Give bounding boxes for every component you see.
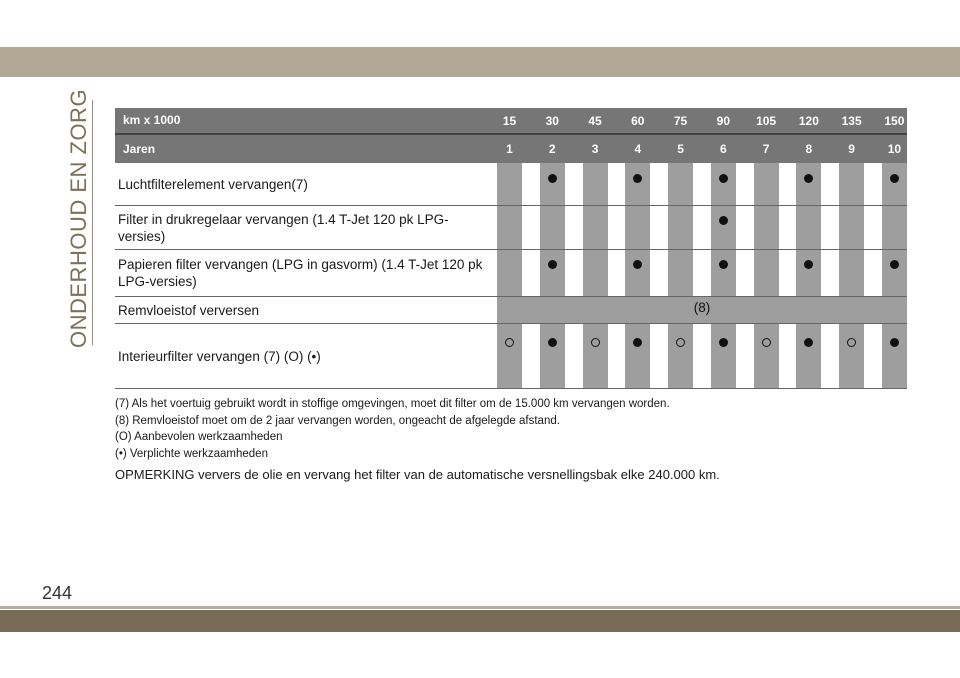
schedule-cell: [882, 206, 907, 249]
mandatory-dot-icon: [890, 260, 899, 269]
schedule-cell: [711, 206, 736, 249]
row-label: Papieren filter vervangen (LPG in gasvorm) (1.4 T-Jet 120 pk LPG-versies): [118, 257, 483, 289]
mandatory-dot-icon: [890, 174, 899, 183]
maintenance-schedule-table: [115, 108, 907, 389]
header-year-cell: 2: [540, 135, 565, 163]
footnote-8: (8) Remvloeistof moet om de 2 jaar vervangen worden, ongeacht de afgelegde afstand.: [115, 414, 560, 427]
schedule-cell: [497, 324, 522, 388]
header-km-cell: 90: [711, 108, 736, 133]
row-cells: [497, 206, 907, 249]
schedule-cell: [583, 250, 608, 296]
header-year-cell: 3: [583, 135, 608, 163]
schedule-cell: [540, 250, 565, 296]
header-year-cell: 4: [625, 135, 650, 163]
schedule-cell: [497, 250, 522, 296]
row-cells: [497, 297, 907, 323]
mandatory-dot-icon: [548, 260, 557, 269]
footnote-7: (7) Als het voertuig gebruikt wordt in stoffige omgevingen, moet dit filter om de 15.000 km vervangen worden.: [115, 398, 670, 410]
side-rule: [92, 100, 93, 345]
mandatory-dot-icon: [804, 338, 813, 347]
schedule-cell: [668, 163, 693, 205]
header-years-label: Jaren: [115, 135, 497, 163]
mandatory-dot-icon: [633, 338, 642, 347]
schedule-cell: [839, 324, 864, 388]
schedule-cell: [711, 163, 736, 205]
header-km-cell: 120: [796, 108, 821, 133]
schedule-cell: [754, 250, 779, 296]
schedule-cell: [711, 250, 736, 296]
schedule-cell: [540, 324, 565, 388]
table-row-paper-filter: [115, 250, 907, 297]
bottom-band: [0, 610, 960, 632]
header-year-cell: 10: [882, 135, 907, 163]
legend-recommended: (O) Aanbevolen werkzaamheden: [115, 431, 283, 443]
mandatory-dot-icon: [890, 338, 899, 347]
brake-fluid-note-ref: (8): [497, 297, 907, 323]
table-row-air-filter: [115, 163, 907, 206]
schedule-cell: [882, 324, 907, 388]
header-km-cell: 150: [882, 108, 907, 133]
page-number: 244: [42, 583, 73, 603]
header-year-cell: 7: [754, 135, 779, 163]
schedule-cell: [540, 163, 565, 205]
row-label: Luchtfilterelement vervangen(7): [118, 176, 308, 192]
schedule-cell: [796, 163, 821, 205]
header-km-cell: 15: [497, 108, 522, 133]
mandatory-dot-icon: [633, 260, 642, 269]
header-year-cell: 1: [497, 135, 522, 163]
schedule-cell: [668, 206, 693, 249]
schedule-cell: [796, 206, 821, 249]
schedule-cell: [839, 206, 864, 249]
row-label: Remvloeistof verversen: [118, 302, 260, 318]
header-km-cell: 105: [754, 108, 779, 133]
mandatory-dot-icon: [719, 260, 728, 269]
schedule-cell: [796, 324, 821, 388]
schedule-cell: [625, 250, 650, 296]
header-km-cell: 60: [625, 108, 650, 133]
schedule-cell: [754, 163, 779, 205]
header-year-cell: 5: [668, 135, 693, 163]
row-cells: [497, 324, 907, 388]
schedule-cell: [882, 250, 907, 296]
schedule-cell: [583, 163, 608, 205]
recommended-ring-icon: [762, 338, 771, 347]
schedule-cell: [583, 206, 608, 249]
header-row-years: [115, 135, 907, 163]
mandatory-dot-icon: [548, 338, 557, 347]
schedule-cell: [497, 163, 522, 205]
mandatory-dot-icon: [719, 338, 728, 347]
table-row-brake-fluid: [115, 297, 907, 324]
schedule-cell: [754, 324, 779, 388]
recommended-ring-icon: [505, 338, 514, 347]
row-cells: [497, 250, 907, 296]
schedule-cell: [711, 324, 736, 388]
mandatory-dot-icon: [719, 174, 728, 183]
header-km-cell: 45: [583, 108, 608, 133]
top-band: [0, 47, 960, 77]
schedule-cell: [497, 206, 522, 249]
schedule-cell: [839, 250, 864, 296]
schedule-cell: [625, 163, 650, 205]
schedule-cell: [668, 324, 693, 388]
table-row-pressure-regulator-filter: [115, 206, 907, 250]
schedule-cell: [839, 163, 864, 205]
header-year-cell: 6: [711, 135, 736, 163]
schedule-cell: [540, 206, 565, 249]
section-title: ONDERHOUD EN ZORG: [66, 88, 91, 348]
mandatory-dot-icon: [804, 260, 813, 269]
mandatory-dot-icon: [719, 216, 728, 225]
mandatory-dot-icon: [548, 174, 557, 183]
header-km-cell: 75: [668, 108, 693, 133]
header-row-km: [115, 108, 907, 135]
header-year-cell: 8: [796, 135, 821, 163]
mandatory-dot-icon: [804, 174, 813, 183]
header-year-cell: 9: [839, 135, 864, 163]
table-row-cabin-filter: [115, 324, 907, 389]
schedule-cell: [625, 206, 650, 249]
header-km-label: km x 1000: [115, 108, 497, 133]
recommended-ring-icon: [676, 338, 685, 347]
recommended-ring-icon: [591, 338, 600, 347]
header-years-cells: [497, 135, 907, 163]
row-label: Interieurfilter vervangen (7) (O) (•): [118, 348, 321, 364]
header-km-cell: 30: [540, 108, 565, 133]
schedule-cell: [882, 163, 907, 205]
schedule-cell: [583, 324, 608, 388]
schedule-cell: [796, 250, 821, 296]
schedule-cell: [668, 250, 693, 296]
remark: OPMERKING ververs de olie en vervang het filter van de automatische versnellingsbak elke 240.000 km.: [115, 467, 720, 482]
footnotes: [115, 396, 915, 484]
legend-mandatory: (•) Verplichte werkzaamheden: [115, 447, 268, 460]
header-km-cell: 135: [839, 108, 864, 133]
schedule-cell: [754, 206, 779, 249]
row-cells: [497, 163, 907, 205]
bottom-rule: [0, 606, 960, 609]
recommended-ring-icon: [847, 338, 856, 347]
header-km-cells: [497, 108, 907, 133]
schedule-cell: [625, 324, 650, 388]
row-label: Filter in drukregelaar vervangen (1.4 T-Jet 120 pk LPG-versies): [118, 211, 449, 244]
mandatory-dot-icon: [633, 174, 642, 183]
